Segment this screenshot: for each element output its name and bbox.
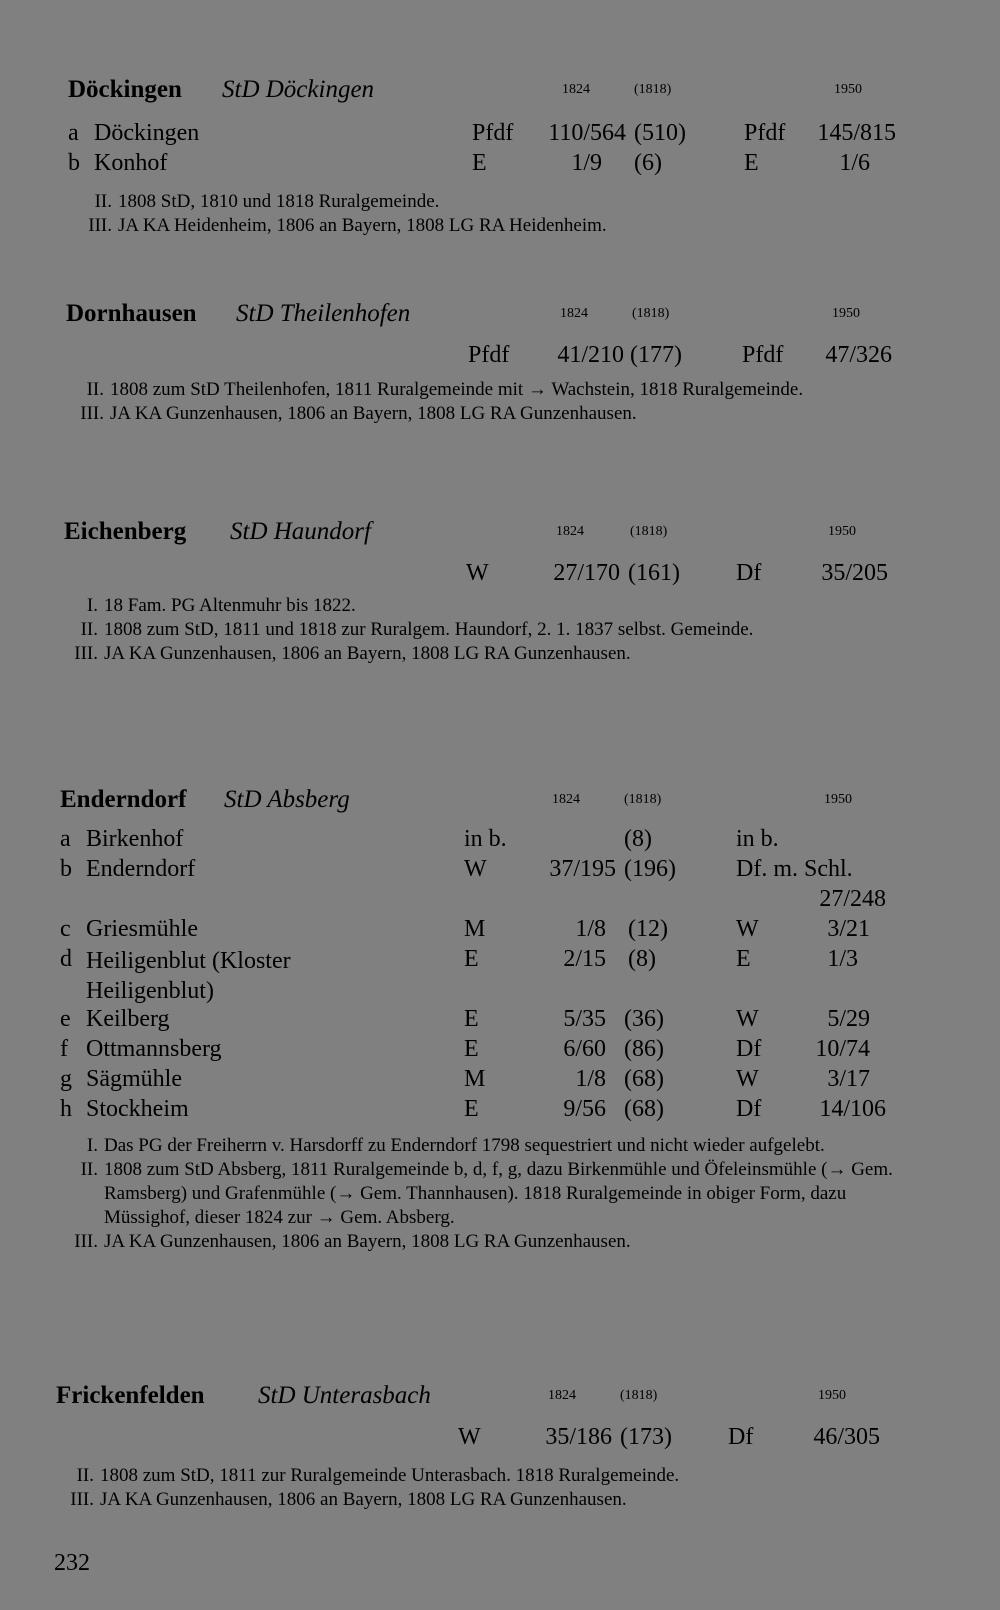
- entry-name: Enderndorf: [60, 786, 187, 813]
- row-type-1950: Df: [728, 1424, 754, 1450]
- row-value-1950: 3/21: [827, 916, 870, 942]
- row-type-1950: Df: [736, 1096, 762, 1122]
- row-value-1950: 3/17: [827, 1066, 870, 1092]
- note: [62, 618, 902, 642]
- col-1824-header: 1824: [560, 306, 588, 321]
- note-number: I.: [86, 595, 98, 616]
- row-type-1950: in b.: [736, 826, 779, 852]
- table-row: [0, 1006, 1000, 1036]
- col-1824-header: 1824: [552, 792, 580, 807]
- row-type-1824: E: [464, 1036, 479, 1062]
- entry-notes: [58, 1464, 908, 1512]
- note-text: 1808 zum StD Theilenhofen, 1811 Ruralgemeinde mit → Wachstein, 1818 Ruralgemeinde.: [110, 379, 804, 400]
- row-value-1818: (68): [624, 1066, 664, 1092]
- row-value-1818: (36): [624, 1006, 664, 1032]
- table-row: [0, 1036, 1000, 1066]
- row-value-1818: (173): [620, 1424, 672, 1450]
- entry-district: StD Haundorf: [230, 518, 371, 545]
- row-type-1950: W: [736, 1006, 759, 1032]
- row-value-1818: (8): [624, 826, 652, 852]
- note-text: JA KA Gunzenhausen, 1806 an Bayern, 1808 LG RA Gunzenhausen.: [104, 643, 631, 664]
- note-number: II.: [86, 379, 104, 400]
- entry-district: StD Döckingen: [222, 76, 375, 103]
- col-1824-header: 1824: [562, 82, 590, 97]
- row-index: h: [60, 1096, 72, 1122]
- row-value-1824: 1/9: [571, 150, 602, 176]
- table-row: [0, 916, 1000, 946]
- row-type-1950: E: [736, 946, 751, 972]
- note-text: JA KA Gunzenhausen, 1806 an Bayern, 1808 LG RA Gunzenhausen.: [100, 1489, 627, 1510]
- row-value-1950: 10/74: [815, 1036, 870, 1062]
- row-value-1818: (196): [624, 856, 676, 882]
- note: [68, 378, 904, 402]
- note-number: II.: [80, 1159, 98, 1180]
- row-value-1818: (161): [628, 560, 680, 586]
- note: [62, 1134, 916, 1158]
- note: [76, 190, 906, 214]
- entry-notes: [62, 1134, 916, 1254]
- table-row: [0, 1424, 1000, 1454]
- row-type-1950: Pfdf: [742, 342, 784, 368]
- table-row: [0, 1096, 1000, 1126]
- note-number: II.: [76, 1465, 94, 1486]
- col-1950-header: 1950: [834, 82, 862, 97]
- row-place: Enderndorf: [86, 856, 196, 882]
- row-value-1824: 37/195: [549, 856, 616, 882]
- col-1950-header: 1950: [818, 1388, 846, 1403]
- row-type-1950: Pfdf: [744, 120, 786, 146]
- col-1950-header: 1950: [824, 792, 852, 807]
- entry-name: Dornhausen: [66, 300, 197, 327]
- entry-name: Eichenberg: [64, 518, 187, 545]
- row-value-1950: 1/3: [827, 946, 858, 972]
- table-row: [0, 120, 1000, 150]
- row-type-1824: E: [472, 150, 487, 176]
- note: [62, 594, 902, 618]
- col-1818-header: (1818): [620, 1388, 658, 1403]
- entry-eichenberg: [0, 518, 1000, 666]
- table-row: [0, 1066, 1000, 1096]
- col-1950-header: 1950: [828, 524, 856, 539]
- entry-district: StD Absberg: [224, 786, 350, 813]
- entry-header: [0, 1382, 1000, 1422]
- note-number: III.: [70, 1489, 94, 1510]
- table-row: [0, 560, 1000, 590]
- note-text: 18 Fam. PG Altenmuhr bis 1822.: [104, 595, 356, 616]
- row-index: b: [68, 150, 80, 176]
- note: [68, 402, 904, 426]
- col-1818-header: (1818): [630, 524, 668, 539]
- row-index: b: [60, 856, 72, 882]
- table-row: [0, 342, 1000, 372]
- row-value-1824: 9/56: [563, 1096, 606, 1122]
- row-type-1824: E: [464, 946, 479, 972]
- table-row: [0, 826, 1000, 856]
- row-value-1818: (12): [628, 916, 668, 942]
- row-place: Griesmühle: [86, 916, 198, 942]
- col-1950-header: 1950: [832, 306, 860, 321]
- row-index: g: [60, 1066, 72, 1092]
- row-index: d: [60, 946, 72, 972]
- entry-notes: [76, 190, 906, 238]
- row-type-1950: Df: [736, 1036, 762, 1062]
- row-type-1824: W: [466, 560, 489, 586]
- row-type-1824: M: [464, 916, 486, 942]
- entry-district: StD Theilenhofen: [236, 300, 411, 327]
- note: [76, 214, 906, 238]
- entry-header: [0, 300, 1000, 340]
- note-text: JA KA Gunzenhausen, 1806 an Bayern, 1808 LG RA Gunzenhausen.: [104, 1231, 631, 1252]
- entry-enderndorf: [0, 786, 1000, 1254]
- row-value-1824: 35/186: [545, 1424, 612, 1450]
- row-value-1950: 27/248: [819, 886, 886, 912]
- row-value-1824: 6/60: [563, 1036, 606, 1062]
- note-number: III.: [74, 1231, 98, 1252]
- entry-header: [0, 76, 1000, 116]
- table-row: [0, 150, 1000, 180]
- row-type-1824: W: [464, 856, 487, 882]
- row-value-1818: (177): [630, 342, 682, 368]
- entry-header: [0, 786, 1000, 826]
- row-value-1950: 14/106: [819, 1096, 886, 1122]
- row-value-1824: 1/8: [575, 1066, 606, 1092]
- page-number: 232: [54, 1550, 90, 1576]
- row-type-1824: E: [464, 1006, 479, 1032]
- row-place: Konhof: [94, 150, 168, 176]
- table-row: [0, 946, 1000, 1006]
- note-number: II.: [80, 619, 98, 640]
- col-1818-header: (1818): [632, 306, 670, 321]
- entry-header: [0, 518, 1000, 558]
- row-value-1818: (510): [634, 120, 686, 146]
- entry-frickenfelden: [0, 1382, 1000, 1512]
- row-type-1950: W: [736, 916, 759, 942]
- note: [58, 1464, 908, 1488]
- row-value-1950: 5/29: [827, 1006, 870, 1032]
- row-place: Ottmannsberg: [86, 1036, 222, 1062]
- row-place: Heiligenblut (Kloster Heiligenblut): [86, 948, 291, 1004]
- row-type-1824: Pfdf: [468, 342, 510, 368]
- entry-name: Frickenfelden: [56, 1382, 205, 1409]
- row-type-1824: E: [464, 1096, 479, 1122]
- note-text: 1808 zum StD Absberg, 1811 Ruralgemeinde b, d, f, g, dazu Birkenmühle und Öfeleinsmühle (→ Gem. Ramsberg) und Grafenmühle (→ Gem. Thannhausen). 1818 Ruralgemeinde in obiger Form, dazu Müssighof, dieser 1824 zur → Gem. Absberg.: [104, 1159, 893, 1228]
- row-value-1824: 110/564: [548, 120, 626, 146]
- row-value-1950: 145/815: [817, 120, 896, 146]
- row-value-1950: 46/305: [813, 1424, 880, 1450]
- col-1824-header: 1824: [556, 524, 584, 539]
- note-number: II.: [94, 191, 112, 212]
- row-index: a: [68, 120, 79, 146]
- note: [62, 1158, 916, 1230]
- note: [62, 1230, 916, 1254]
- row-value-1818: (68): [624, 1096, 664, 1122]
- row-value-1950: 35/205: [821, 560, 888, 586]
- row-type-1950: E: [744, 150, 759, 176]
- entry-name: Döckingen: [68, 76, 182, 103]
- note-text: JA KA Gunzenhausen, 1806 an Bayern, 1808 LG RA Gunzenhausen.: [110, 403, 637, 424]
- row-type-1824: M: [464, 1066, 486, 1092]
- row-value-1824: 5/35: [563, 1006, 606, 1032]
- row-value-1950: 47/326: [825, 342, 892, 368]
- table-row: [0, 856, 1000, 916]
- col-1824-header: 1824: [548, 1388, 576, 1403]
- row-value-1824: 41/210: [557, 342, 624, 368]
- row-type-1950: Df: [736, 560, 762, 586]
- row-place: Döckingen: [94, 120, 200, 146]
- note: [62, 642, 902, 666]
- row-value-1824: 1/8: [575, 916, 606, 942]
- row-value-1824: 2/15: [563, 946, 606, 972]
- row-value-1824: 27/170: [553, 560, 620, 586]
- note-text: 1808 StD, 1810 und 1818 Ruralgemeinde.: [118, 191, 440, 212]
- note-text: JA KA Heidenheim, 1806 an Bayern, 1808 LG RA Heidenheim.: [118, 215, 607, 236]
- entry-dornhausen: [0, 300, 1000, 426]
- row-type-1824: W: [458, 1424, 481, 1450]
- row-place: Sägmühle: [86, 1066, 182, 1092]
- row-index: a: [60, 826, 71, 852]
- row-place: Birkenhof: [86, 826, 184, 852]
- entry-doeckingen: [0, 76, 1000, 238]
- entry-notes: [68, 378, 904, 426]
- row-value-1818: (8): [628, 946, 656, 972]
- row-index: f: [60, 1036, 68, 1062]
- row-place: Stockheim: [86, 1096, 189, 1122]
- row-value-1818: (86): [624, 1036, 664, 1062]
- note-number: III.: [74, 643, 98, 664]
- entry-notes: [62, 594, 902, 666]
- note-number: III.: [88, 215, 112, 236]
- note: [58, 1488, 908, 1512]
- col-1818-header: (1818): [624, 792, 662, 807]
- row-value-1818: (6): [634, 150, 662, 176]
- col-1818-header: (1818): [634, 82, 672, 97]
- note-number: III.: [80, 403, 104, 424]
- row-type-1824: in b.: [464, 826, 507, 852]
- row-index: c: [60, 916, 71, 942]
- note-text: 1808 zum StD, 1811 zur Ruralgemeinde Unterasbach. 1818 Ruralgemeinde.: [100, 1465, 680, 1486]
- row-index: e: [60, 1006, 71, 1032]
- row-place: Keilberg: [86, 1006, 170, 1032]
- row-value-1950: 1/6: [839, 150, 870, 176]
- note-text: 1808 zum StD, 1811 und 1818 zur Ruralgem. Haundorf, 2. 1. 1837 selbst. Gemeinde.: [104, 619, 754, 640]
- note-number: I.: [86, 1135, 98, 1156]
- row-type-1824: Pfdf: [472, 120, 514, 146]
- row-type-1950: W: [736, 1066, 759, 1092]
- row-type-1950: Df. m. Schl.: [736, 856, 853, 882]
- entry-district: StD Unterasbach: [258, 1382, 431, 1409]
- note-text: Das PG der Freiherrn v. Harsdorff zu Enderndorf 1798 sequestriert und nicht wieder aufgelebt.: [104, 1135, 825, 1156]
